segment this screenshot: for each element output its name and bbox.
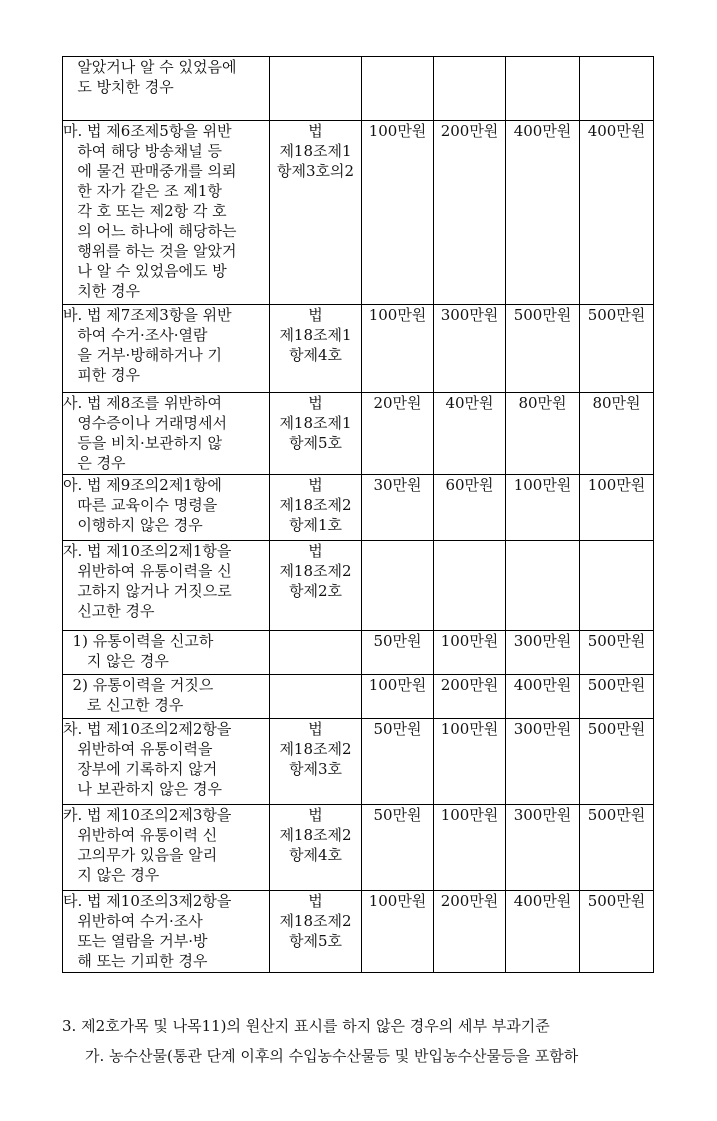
fine-amount-cell: 500만원: [580, 631, 654, 675]
fine-amount-cell: 50만원: [362, 631, 434, 675]
fine-amount-cell: 300만원: [434, 305, 506, 393]
fine-amount-cell: 200만원: [434, 675, 506, 719]
violation-cell: 자. 법 제10조의2제1항을 위반하여 유통이력을 신 고하지 않거나 거짓으로 신고한 경우: [63, 541, 270, 631]
fine-amount-cell: 500만원: [506, 305, 580, 393]
fine-amount-cell: 100만원: [434, 719, 506, 805]
fine-amount-cell: 50만원: [362, 805, 434, 891]
fine-amount-cell: 60만원: [434, 475, 506, 541]
fine-amount-cell: 80만원: [580, 393, 654, 475]
fine-amount-cell: 100만원: [506, 475, 580, 541]
fine-amount-cell: [506, 57, 580, 121]
law-basis-cell: 법 제18조제2 항제2호: [270, 541, 362, 631]
violation-cell: 카. 법 제10조의2제3항을 위반하여 유통이력 신 고의무가 있음을 알리 지 않은 경우: [63, 805, 270, 891]
law-basis-cell: 법 제18조제2 항제1호: [270, 475, 362, 541]
violation-cell: 차. 법 제10조의2제2항을 위반하여 유통이력을 장부에 기록하지 않거 나 보관하지 않은 경우: [63, 719, 270, 805]
fine-amount-cell: 30만원: [362, 475, 434, 541]
fine-amount-cell: [362, 57, 434, 121]
violation-cell: 2) 유통이력을 거짓으 로 신고한 경우: [63, 675, 270, 719]
law-basis-cell: [270, 57, 362, 121]
penalty-table: [62, 56, 654, 973]
law-basis-cell: 법 제18조제2 항제3호: [270, 719, 362, 805]
fine-amount-cell: 400만원: [506, 891, 580, 973]
violation-cell: 사. 법 제8조를 위반하여 영수증이나 거래명세서 등을 비치·보관하지 않 은 경우: [63, 393, 270, 475]
fine-amount-cell: 300만원: [506, 719, 580, 805]
table-row: [63, 305, 654, 393]
fine-amount-cell: 100만원: [362, 121, 434, 305]
fine-amount-cell: 100만원: [362, 305, 434, 393]
fine-amount-cell: [434, 57, 506, 121]
fine-amount-cell: 200만원: [434, 891, 506, 973]
law-basis-cell: 법 제18조제1 항제5호: [270, 393, 362, 475]
fine-amount-cell: 80만원: [506, 393, 580, 475]
fine-amount-cell: 100만원: [434, 805, 506, 891]
fine-amount-cell: 500만원: [580, 719, 654, 805]
fine-amount-cell: 100만원: [434, 631, 506, 675]
fine-amount-cell: [506, 541, 580, 631]
section-heading: 3. 제2호가목 및 나목11)의 원산지 표시를 하지 않은 경우의 세부 부과기준: [62, 1017, 550, 1035]
law-basis-cell: 법 제18조제2 항제5호: [270, 891, 362, 973]
fine-amount-cell: [580, 57, 654, 121]
penalty-table-body: [63, 57, 654, 973]
table-row: [63, 393, 654, 475]
fine-amount-cell: 400만원: [506, 675, 580, 719]
fine-amount-cell: [362, 541, 434, 631]
violation-cell: 알았거나 알 수 있었음에 도 방치한 경우: [63, 57, 270, 121]
violation-cell: 바. 법 제7조제3항을 위반 하여 수거·조사·열람 을 거부·방해하거나 기 피한 경우: [63, 305, 270, 393]
fine-amount-cell: 500만원: [580, 305, 654, 393]
fine-amount-cell: 50만원: [362, 719, 434, 805]
fine-amount-cell: 500만원: [580, 891, 654, 973]
law-basis-cell: [270, 675, 362, 719]
table-row: [63, 675, 654, 719]
violation-cell: 마. 법 제6조제5항을 위반 하여 해당 방송채널 등 에 물건 판매중개를 의뢰 한 자가 같은 조 제1항 각 호 또는 제2항 각 호 의 어느 하나에 해당하는 행위를 하는 것을 알았거 나 알 수 있었음에도 방 치한 경우: [63, 121, 270, 305]
fine-amount-cell: 40만원: [434, 393, 506, 475]
law-basis-cell: 법 제18조제1 항제4호: [270, 305, 362, 393]
subsection-text: 가. 농수산물(통관 단계 이후의 수입농수산물등 및 반입농수산물등을 포함하: [85, 1047, 579, 1065]
fine-amount-cell: 500만원: [580, 805, 654, 891]
table-row: [63, 541, 654, 631]
law-basis-cell: [270, 631, 362, 675]
table-row: [63, 57, 654, 121]
table-row: [63, 631, 654, 675]
violation-cell: 타. 법 제10조의3제2항을 위반하여 수거·조사 또는 열람을 거부·방 해 또는 기피한 경우: [63, 891, 270, 973]
fine-amount-cell: 400만원: [506, 121, 580, 305]
law-basis-cell: 법 제18조제2 항제4호: [270, 805, 362, 891]
fine-amount-cell: 500만원: [580, 675, 654, 719]
fine-amount-cell: 100만원: [362, 675, 434, 719]
violation-cell: 아. 법 제9조의2제1항에 따른 교육이수 명령을 이행하지 않은 경우: [63, 475, 270, 541]
fine-amount-cell: [434, 541, 506, 631]
table-row: [63, 475, 654, 541]
fine-amount-cell: 300만원: [506, 805, 580, 891]
fine-amount-cell: 200만원: [434, 121, 506, 305]
fine-amount-cell: 20만원: [362, 393, 434, 475]
violation-cell: 1) 유통이력을 신고하 지 않은 경우: [63, 631, 270, 675]
table-row: [63, 891, 654, 973]
table-row: [63, 805, 654, 891]
fine-amount-cell: 100만원: [362, 891, 434, 973]
fine-amount-cell: 400만원: [580, 121, 654, 305]
table-row: [63, 121, 654, 305]
law-basis-cell: 법 제18조제1 항제3호의2: [270, 121, 362, 305]
fine-amount-cell: [580, 541, 654, 631]
fine-amount-cell: 300만원: [506, 631, 580, 675]
fine-amount-cell: 100만원: [580, 475, 654, 541]
table-row: [63, 719, 654, 805]
